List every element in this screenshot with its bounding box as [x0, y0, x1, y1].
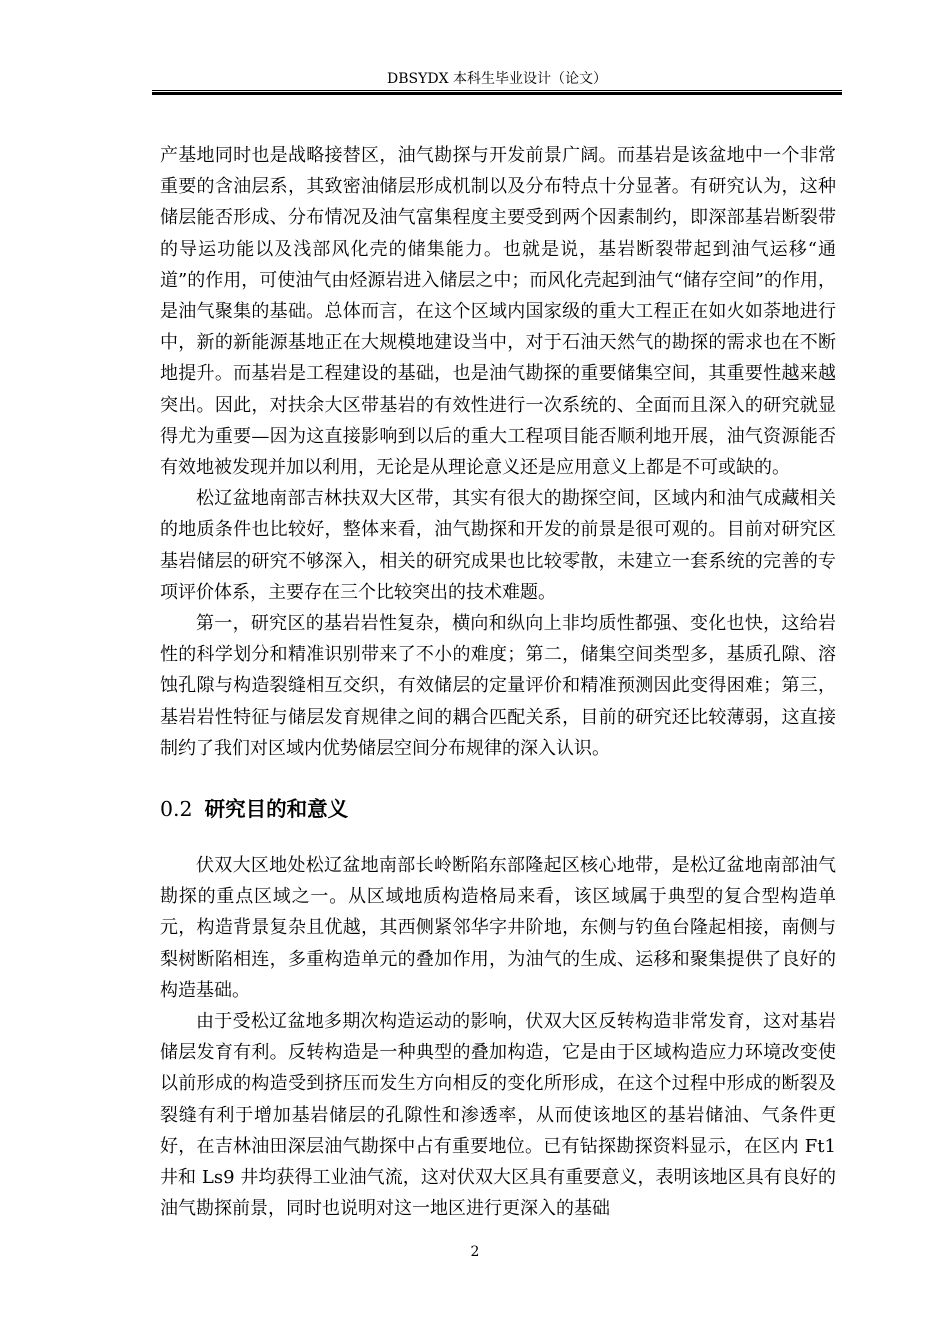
- paragraph: 伏双大区地处松辽盆地南部长岭断陷东部隆起区核心地带，是松辽盆地南部油气勘探的重点区域之一。从区域地质构造格局来看，该区域属于典型的复合型构造单元，构造背景复杂且优越，其西侧紧邻华字井阶地，东侧与钓鱼台隆起相接，南侧与梨树断陷相连，多重构造单元的叠加作用，为油气的生成、运移和聚集提供了良好的构造基础。: [160, 855, 836, 1001]
- header-rule-thick: [152, 92, 842, 95]
- paragraph: 由于受松辽盆地多期次构造运动的影响，伏双大区反转构造非常发育，这对基岩储层发育有利。反转构造是一种典型的叠加构造，它是由于区域构造应力环境改变使以前形成的构造受到挤压而发生方向相反的变化所形成，在这个过程中形成的断裂及裂缝有利于增加基岩储层的孔隙性和渗透率，从而使该地区的基岩储油、气条件更好，在吉林油田深层油气勘探中占有重要地位。已有钻探勘探资料显示，在区内 Ft1 井和 Ls9 井均获得工业油气流，这对伏双大区具有重要意义，表明该地区具有良好的油气勘探前景，同时也说明对这一地区进行更深入的基础: [160, 1011, 836, 1220]
- section-heading: [160, 794, 836, 824]
- paragraph-continued: 产基地同时也是战略接替区，油气勘探与开发前景广阔。而基岩是该盆地中一个非常重要的含油层系，其致密油储层形成机制以及分布特点十分显著。有研究认为，这种储层能否形成、分布情况及油气富集程度主要受到两个因素制约，即深部基岩断裂带的导运功能以及浅部风化壳的储集能力。也就是说，基岩断裂带起到油气运移“通道”的作用，可使油气由烃源岩进入储层之中；而风化壳起到油气“储存空间”的作用，是油气聚集的基础。总体而言，在这个区域内国家级的重大工程正在如火如荼地进行中，新的新能源基地正在大规模地建设当中，对于石油天然气的勘探的需求也在不断地提升。而基岩是工程建设的基础，也是油气勘探的重要储集空间，其重要性越来越突出。因此，对扶余大区带基岩的有效性进行一次系统的、全面而且深入的研究就显得尤为重要—因为这直接影响到以后的重大工程项目能否顺利地开展，油气资源能否有效地被发现并加以利用，无论是从理论意义还是应用意义上都是不可或缺的。: [160, 145, 836, 479]
- page-number: 2: [470, 1244, 480, 1260]
- section-title: 研究目的和意义: [204, 797, 349, 822]
- body-text: [160, 140, 836, 1225]
- section-number: 0.2: [160, 797, 193, 822]
- paragraph: 松辽盆地南部吉林扶双大区带，其实有很大的勘探空间，区域内和油气成藏相关的地质条件也比较好，整体来看，油气勘探和开发的前景是很可观的。目前对研究区基岩储层的研究不够深入，相关的研究成果也比较零散，未建立一套系统的完善的专项评价体系，主要存在三个比较突出的技术难题。: [160, 488, 836, 603]
- header-rule-thin: [152, 90, 842, 91]
- running-header: DBSYDX 本科生毕业设计（论文）: [387, 71, 607, 87]
- paragraph: 第一，研究区的基岩岩性复杂，横向和纵向上非均质性都强、变化也快，这给岩性的科学划分和精准识别带来了不小的难度；第二，储集空间类型多，基质孔隙、溶蚀孔隙与构造裂缝相互交织，有效储层的定量评价和精准预测因此变得困难；第三，基岩岩性特征与储层发育规律之间的耦合匹配关系，目前的研究还比较薄弱，这直接制约了我们对区域内优势储层空间分布规律的深入认识。: [160, 613, 836, 759]
